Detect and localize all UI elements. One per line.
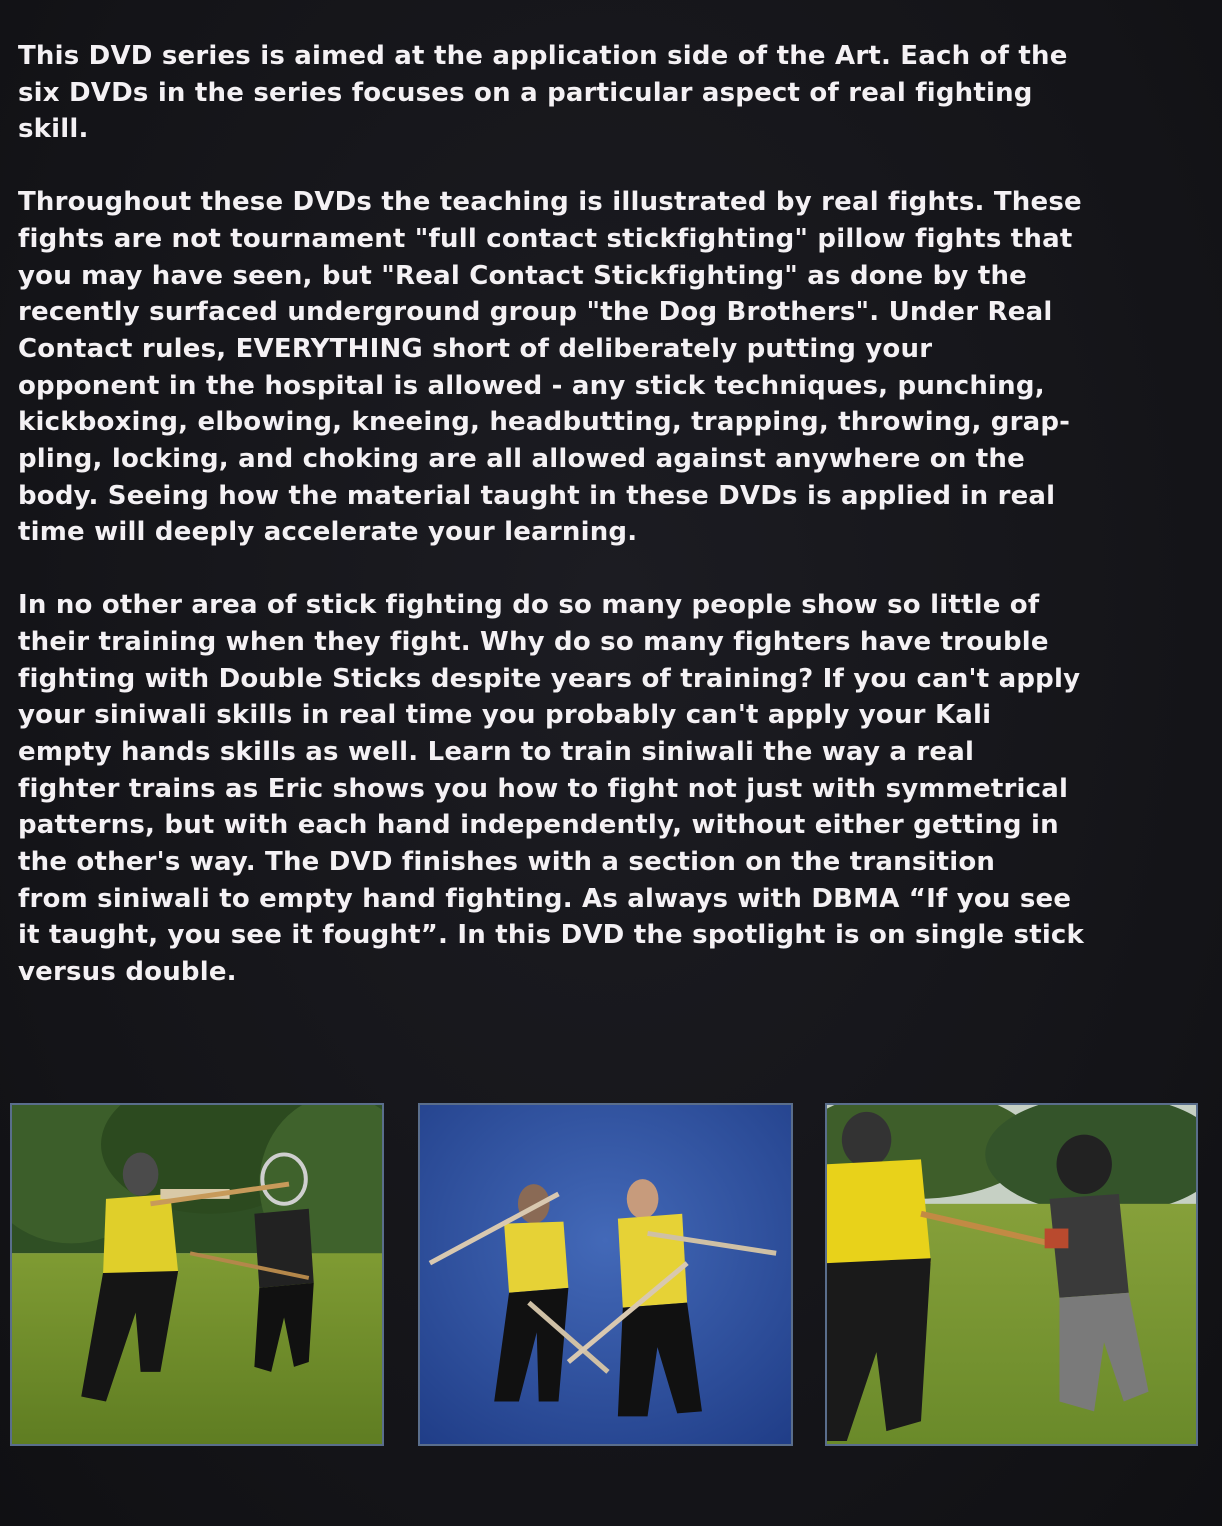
text-line: your siniwali skills in real time you probably can't apply your Kali: [18, 700, 992, 731]
text-line: pling, locking, and choking are all allowed against anywhere on the: [18, 444, 1025, 475]
text-line: Contact rules, EVERYTHING short of deliberately putting your: [18, 333, 933, 364]
paragraph-double-sticks: [18, 587, 1208, 991]
text-line: body. Seeing how the material taught in these DVDs is applied in real: [18, 480, 1056, 511]
studio-scene-image: [420, 1105, 791, 1444]
text-line: from siniwali to empty hand fighting. As always with DBMA “If you see: [18, 883, 1072, 914]
text-line: their training when they fight. Why do so many fighters have trouble: [18, 626, 1049, 657]
photo-studio-demonstration: [418, 1103, 793, 1446]
text-line: empty hands skills as well. Learn to train siniwali the way a real: [18, 736, 975, 767]
text-line: fighting with Double Sticks despite years of training? If you can't apply: [18, 663, 1081, 694]
text-line: kickboxing, elbowing, kneeing, headbutting, trapping, throwing, grap-: [18, 407, 1071, 438]
paragraph-real-fights: [18, 184, 1208, 551]
text-line: you may have seen, but "Real Contact Stickfighting" as done by the: [18, 260, 1028, 291]
text-line: patterns, but with each hand independently, without either getting in: [18, 810, 1059, 841]
paragraph-intro: [18, 38, 1208, 148]
photo-outdoor-fight-1: [10, 1103, 384, 1446]
text-line: time will deeply accelerate your learning.: [18, 517, 638, 548]
text-line: the other's way. The DVD finishes with a section on the transition: [18, 847, 996, 878]
text-line: In no other area of stick fighting do so many people show so little of: [18, 590, 1040, 621]
fight-scene-image: [12, 1105, 382, 1444]
text-line: Throughout these DVDs the teaching is illustrated by real fights. These: [18, 187, 1082, 218]
text-line: fights are not tournament "full contact stickfighting" pillow fights that: [18, 223, 1073, 254]
description-text: [18, 38, 1208, 1027]
text-line: recently surfaced underground group "the Dog Brothers". Under Real: [18, 297, 1053, 328]
text-line: skill.: [18, 114, 89, 145]
text-line: six DVDs in the series focuses on a particular aspect of real fighting: [18, 77, 1033, 108]
fight-closeup-image: [827, 1105, 1196, 1444]
text-line: it taught, you see it fought”. In this DVD the spotlight is on single stick: [18, 920, 1085, 951]
text-line: versus double.: [18, 957, 237, 988]
text-line: This DVD series is aimed at the application side of the Art. Each of the: [18, 41, 1068, 71]
text-line: fighter trains as Eric shows you how to fight not just with symmetrical: [18, 773, 1069, 804]
photo-outdoor-fight-2: [825, 1103, 1198, 1446]
text-line: opponent in the hospital is allowed - any stick techniques, punching,: [18, 370, 1045, 401]
